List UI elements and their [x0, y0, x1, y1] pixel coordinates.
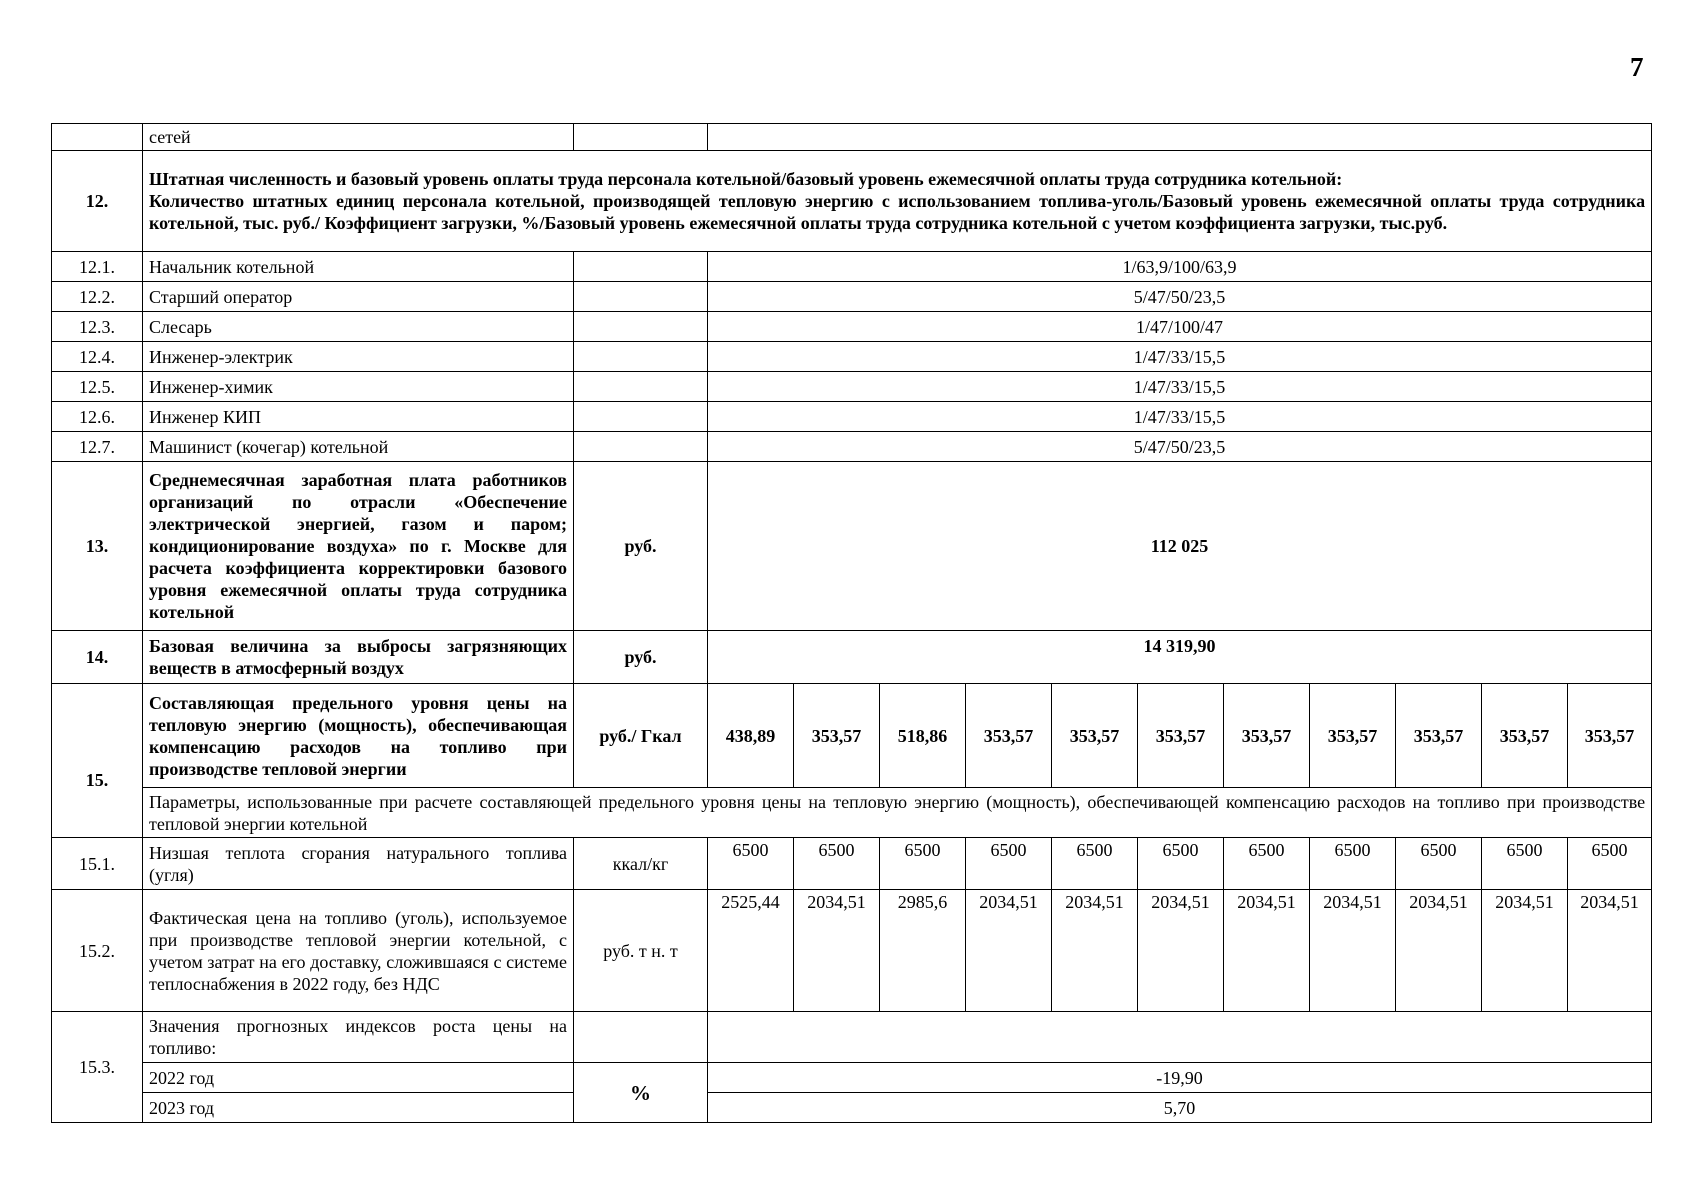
value-cell: 2034,51 [1224, 890, 1310, 1012]
value-cell: 2034,51 [794, 890, 880, 1012]
row-number: 12.3. [52, 312, 143, 342]
row-unit: руб. [574, 631, 708, 684]
row-value: 1/47/100/47 [708, 312, 1652, 342]
value-cell: 6500 [1310, 838, 1396, 890]
value-cell: 2985,6 [880, 890, 966, 1012]
row-value: 14 319,90 [708, 631, 1652, 684]
table-row [52, 282, 1652, 312]
year-label: 2023 год [143, 1093, 574, 1123]
value-cell: 353,57 [1482, 684, 1568, 788]
page-number: 7 [1630, 52, 1644, 82]
value-cell: 6500 [1482, 838, 1568, 890]
section-15-row [52, 684, 1652, 788]
value-cell: 438,89 [708, 684, 794, 788]
row-label: Составляющая предельного уровня цены на тепловую энергию (мощность), обеспечивающая компенсацию расходов на топливо при производстве тепловой энергии [143, 684, 574, 788]
value-cell: 6500 [880, 838, 966, 890]
row-label: Инженер-химик [143, 372, 574, 402]
table-row [52, 432, 1652, 462]
row-number: 15.3. [52, 1012, 143, 1123]
year-label: 2022 год [143, 1063, 574, 1093]
value-cell: 2034,51 [1310, 890, 1396, 1012]
row-value: 1/47/33/15,5 [708, 342, 1652, 372]
value-cell: 6500 [794, 838, 880, 890]
value-cell: 353,57 [966, 684, 1052, 788]
table-row [52, 402, 1652, 432]
row-number: 15. [52, 684, 143, 838]
value-cell: 6500 [1138, 838, 1224, 890]
row-value: 1/47/33/15,5 [708, 402, 1652, 432]
value-cell: 353,57 [1568, 684, 1652, 788]
table-row [52, 252, 1652, 282]
value-cell: 6500 [1224, 838, 1310, 890]
table-row [52, 838, 1652, 890]
section-12-header [52, 151, 1652, 252]
table-row [52, 372, 1652, 402]
params-title: Параметры, использованные при расчете составляющей предельного уровня цены на тепловую энергию (мощность), обеспечивающей компенсацию расходов на топливо при производстве тепловой энергии котельной [143, 788, 1652, 838]
section-14-row [52, 631, 1652, 684]
row-unit: ккал/кг [574, 838, 708, 890]
value-cell: 6500 [1052, 838, 1138, 890]
value-cell: 6500 [1396, 838, 1482, 890]
row-number: 12.6. [52, 402, 143, 432]
row-label: Фактическая цена на топливо (уголь), используемое при производстве тепловой энергии котельной, с учетом затрат на его доставку, сложившаяся с системе теплоснабжения в 2022 году, без НДС [143, 890, 574, 1012]
row-number: 12.1. [52, 252, 143, 282]
row-number: 12.5. [52, 372, 143, 402]
row-label: Базовая величина за выбросы загрязняющих веществ в атмосферный воздух [143, 631, 574, 684]
row-number: 12.4. [52, 342, 143, 372]
row-value: 112 025 [708, 462, 1652, 631]
row-number: 13. [52, 462, 143, 631]
row-number: 12.7. [52, 432, 143, 462]
section-12-description: Количество штатных единиц персонала котельной, производящей тепловую энергию с использованием топлива-уголь/Базовый уровень ежемесячной оплаты труда сотрудника котельной, тыс. руб./ Коэффициент загрузки, %/Базовый уровень ежемесячной оплаты труда сотрудника котельной с учетом коэффициента загрузки, тыс.руб. [149, 191, 1646, 233]
value-cell: 518,86 [880, 684, 966, 788]
row-label: Значения прогнозных индексов роста цены на топливо: [143, 1012, 574, 1063]
table-row [52, 890, 1652, 1012]
row-value: -19,90 [708, 1063, 1652, 1093]
row-label: Слесарь [143, 312, 574, 342]
value-cell: 2034,51 [1568, 890, 1652, 1012]
row-number: 12. [52, 151, 143, 252]
row-value: 1/47/33/15,5 [708, 372, 1652, 402]
row-value: 5/47/50/23,5 [708, 282, 1652, 312]
value-cell: 353,57 [1396, 684, 1482, 788]
row-number: 12.2. [52, 282, 143, 312]
table-row [52, 1063, 1652, 1093]
row-label: Инженер-электрик [143, 342, 574, 372]
section-13-row [52, 462, 1652, 631]
table-row [52, 1093, 1652, 1123]
row-unit: руб. т н. т [574, 890, 708, 1012]
value-cell: 353,57 [1224, 684, 1310, 788]
value-cell: 2034,51 [966, 890, 1052, 1012]
row-label: Машинист (кочегар) котельной [143, 432, 574, 462]
value-cell: 353,57 [1138, 684, 1224, 788]
value-cell: 6500 [1568, 838, 1652, 890]
row-value: 5,70 [708, 1093, 1652, 1123]
row-number: 15.1. [52, 838, 143, 890]
row-number: 14. [52, 631, 143, 684]
row-label: Начальник котельной [143, 252, 574, 282]
row-label: Инженер КИП [143, 402, 574, 432]
value-cell: 6500 [708, 838, 794, 890]
value-cell: 2034,51 [1396, 890, 1482, 1012]
row-unit: % [574, 1063, 708, 1123]
value-cell: 353,57 [1052, 684, 1138, 788]
table-row [52, 1012, 1652, 1063]
row-value: 1/63,9/100/63,9 [708, 252, 1652, 282]
row-unit: руб. [574, 462, 708, 631]
value-cell: 6500 [966, 838, 1052, 890]
value-cell: 2034,51 [1482, 890, 1568, 1012]
row-value: 5/47/50/23,5 [708, 432, 1652, 462]
row-label: Низшая теплота сгорания натурального топлива (угля) [143, 838, 574, 890]
row-label: Старший оператор [143, 282, 574, 312]
row-label: сетей [143, 124, 574, 151]
value-cell: 2034,51 [1138, 890, 1224, 1012]
table-row [52, 312, 1652, 342]
row-unit: руб./ Гкал [574, 684, 708, 788]
table-row-networks [52, 124, 1652, 151]
section-15-params-row [52, 788, 1652, 838]
value-cell: 2034,51 [1052, 890, 1138, 1012]
section-12-title: Штатная численность и базовый уровень оплаты труда персонала котельной/базовый уровень ежемесячной оплаты труда сотрудника котельной: [149, 169, 1343, 189]
row-number: 15.2. [52, 890, 143, 1012]
value-cell: 353,57 [794, 684, 880, 788]
table-row [52, 342, 1652, 372]
value-cell: 353,57 [1310, 684, 1396, 788]
section-12-text [143, 151, 1652, 252]
row-label: Среднемесячная заработная плата работников организаций по отрасли «Обеспечение электрической энергией, газом и паром; кондиционирование воздуха» по г. Москве для расчета коэффициента корректировки базового уровня ежемесячной оплаты труда сотрудника котельной [143, 462, 574, 631]
tariff-table [51, 123, 1652, 1123]
value-cell: 2525,44 [708, 890, 794, 1012]
